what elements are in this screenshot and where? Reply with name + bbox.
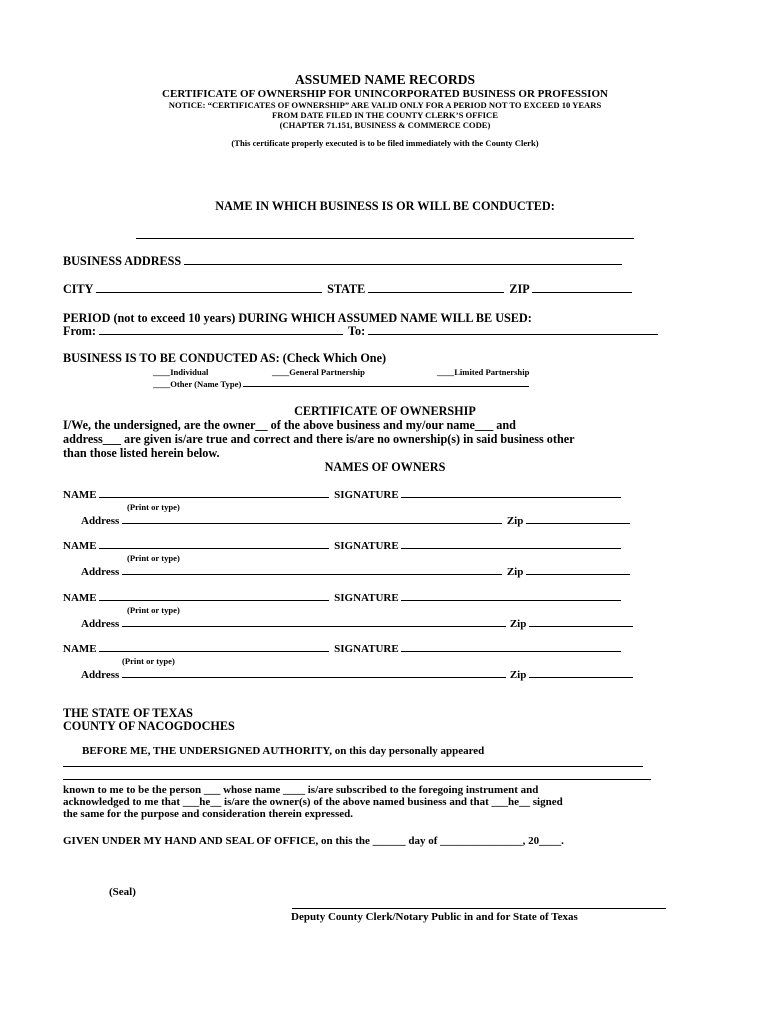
owner-address-label: Address bbox=[81, 618, 120, 630]
business-name-heading: NAME IN WHICH BUSINESS IS OR WILL BE CONDUCTED: bbox=[215, 199, 555, 213]
owners-heading: NAMES OF OWNERS bbox=[324, 460, 446, 474]
owner-signature-label: SIGNATURE bbox=[334, 643, 399, 655]
zip-field[interactable] bbox=[532, 282, 632, 293]
period-row bbox=[63, 324, 658, 339]
owner-1-name-row bbox=[63, 487, 621, 501]
to-label: To: bbox=[348, 324, 366, 338]
owner-3-print-note: (Print or type) bbox=[127, 605, 180, 615]
known-line-1: known to me to be the person ___ whose name ____ is/are subscribed to the foregoing instrument and bbox=[63, 784, 539, 796]
conducted-as-label: BUSINESS IS TO BE CONDUCTED AS: (Check Which One) bbox=[63, 351, 387, 365]
business-address-row bbox=[63, 254, 622, 269]
option-other-row bbox=[153, 378, 529, 389]
owner-3-address-row bbox=[81, 616, 633, 630]
state-field[interactable] bbox=[368, 282, 504, 293]
from-field[interactable] bbox=[99, 324, 343, 335]
owner-1-print-note: (Print or type) bbox=[127, 502, 180, 512]
owner-2-name-row bbox=[63, 538, 621, 552]
certificate-heading: CERTIFICATE OF OWNERSHIP bbox=[294, 404, 476, 418]
option-other[interactable]: ____Other (Name Type) bbox=[153, 379, 242, 389]
owner-zip-label: Zip bbox=[509, 618, 527, 630]
owner-name-label: NAME bbox=[63, 643, 97, 655]
owner-2-address-row bbox=[81, 564, 630, 578]
filing-note: (This certificate properly executed is to be filed immediately with the County Clerk) bbox=[231, 138, 539, 148]
owner-1-address-row bbox=[81, 513, 630, 527]
owner-4-signature-field[interactable] bbox=[401, 641, 621, 652]
form-title: ASSUMED NAME RECORDS bbox=[294, 72, 475, 87]
owner-1-name-field[interactable] bbox=[99, 487, 329, 498]
owner-name-label: NAME bbox=[63, 489, 97, 501]
owner-signature-label: SIGNATURE bbox=[334, 540, 399, 552]
notice-line-1: NOTICE: “CERTIFICATES OF OWNERSHIP” ARE VALID ONLY FOR A PERIOD NOT TO EXCEED 10 YEARS bbox=[168, 100, 602, 110]
city-field[interactable] bbox=[96, 282, 322, 293]
appeared-name-line-1[interactable] bbox=[63, 766, 643, 767]
city-state-zip-row bbox=[63, 282, 632, 297]
owner-zip-label: Zip bbox=[509, 669, 527, 681]
business-address-label: BUSINESS ADDRESS bbox=[63, 254, 182, 268]
from-label: From: bbox=[63, 324, 96, 338]
owner-name-label: NAME bbox=[63, 540, 97, 552]
owner-4-address-row bbox=[81, 667, 633, 681]
owner-address-label: Address bbox=[81, 566, 120, 578]
known-paragraph bbox=[63, 784, 707, 820]
notice-line-2: FROM DATE FILED IN THE COUNTY CLERK’S OFFICE bbox=[272, 110, 498, 120]
certificate-line-2: address___ are given is/are true and correct and there is/are no ownership(s) in said business other bbox=[63, 432, 575, 446]
certificate-line-1: I/We, the undersigned, are the owner__ of the above business and my/our name___ and bbox=[63, 418, 516, 432]
owner-3-signature-field[interactable] bbox=[401, 590, 621, 601]
clerk-title: Deputy County Clerk/Notary Public in and for State of Texas bbox=[291, 911, 578, 923]
owner-4-name-row bbox=[63, 641, 621, 655]
before-me-text: BEFORE ME, THE UNDERSIGNED AUTHORITY, on this day personally appeared bbox=[82, 745, 485, 757]
form-subtitle: CERTIFICATE OF OWNERSHIP FOR UNINCORPORATED BUSINESS OR PROFESSION bbox=[162, 88, 608, 100]
known-line-3: the same for the purpose and consideration therein expressed. bbox=[63, 808, 353, 820]
certificate-line-3: than those listed herein below. bbox=[63, 446, 220, 460]
owner-name-label: NAME bbox=[63, 592, 97, 604]
owner-3-zip-field[interactable] bbox=[529, 616, 633, 627]
city-label: CITY bbox=[63, 282, 94, 296]
appeared-name-line-2[interactable] bbox=[63, 779, 651, 780]
owner-2-address-field[interactable] bbox=[122, 564, 502, 575]
county-name: COUNTY OF NACOGDOCHES bbox=[63, 719, 235, 733]
owner-1-signature-field[interactable] bbox=[401, 487, 621, 498]
owner-4-zip-field[interactable] bbox=[529, 667, 633, 678]
zip-label: ZIP bbox=[509, 282, 530, 296]
clerk-signature-line[interactable] bbox=[292, 908, 666, 909]
owner-3-name-row bbox=[63, 590, 621, 604]
owner-address-label: Address bbox=[81, 515, 120, 527]
notice-line-3: (CHAPTER 71.151, BUSINESS & COMMERCE CODE) bbox=[279, 120, 491, 130]
known-line-2: acknowledged to me that ___he__ is/are the owner(s) of the above named business and that ___he__ signed bbox=[63, 796, 563, 808]
owner-4-print-note: (Print or type) bbox=[122, 656, 175, 666]
owner-1-address-field[interactable] bbox=[122, 513, 502, 524]
business-address-field[interactable] bbox=[184, 254, 622, 265]
owner-zip-label: Zip bbox=[506, 515, 524, 527]
option-general-partnership[interactable]: ____General Partnership bbox=[272, 367, 365, 377]
owner-3-name-field[interactable] bbox=[99, 590, 329, 601]
option-individual[interactable]: ____Individual bbox=[153, 367, 209, 377]
owner-2-zip-field[interactable] bbox=[526, 564, 630, 575]
owner-2-name-field[interactable] bbox=[99, 538, 329, 549]
option-limited-partnership[interactable]: ____Limited Partnership bbox=[437, 367, 530, 377]
owner-signature-label: SIGNATURE bbox=[334, 592, 399, 604]
to-field[interactable] bbox=[368, 324, 658, 335]
owner-2-signature-field[interactable] bbox=[401, 538, 621, 549]
other-type-field[interactable] bbox=[243, 378, 529, 387]
owner-2-print-note: (Print or type) bbox=[127, 553, 180, 563]
state-of-texas: THE STATE OF TEXAS bbox=[63, 706, 193, 720]
owner-signature-label: SIGNATURE bbox=[334, 489, 399, 501]
seal-label: (Seal) bbox=[109, 886, 136, 898]
owner-3-address-field[interactable] bbox=[122, 616, 506, 627]
owner-address-label: Address bbox=[81, 669, 120, 681]
owner-1-zip-field[interactable] bbox=[526, 513, 630, 524]
business-name-field[interactable] bbox=[136, 238, 634, 239]
given-under-hand: GIVEN UNDER MY HAND AND SEAL OF OFFICE, on this the ______ day of _______________, 20____. bbox=[63, 835, 564, 847]
state-label: STATE bbox=[327, 282, 366, 296]
owner-zip-label: Zip bbox=[506, 566, 524, 578]
owner-4-address-field[interactable] bbox=[122, 667, 506, 678]
period-label: PERIOD (not to exceed 10 years) DURING WHICH ASSUMED NAME WILL BE USED: bbox=[63, 311, 532, 325]
owner-4-name-field[interactable] bbox=[99, 641, 329, 652]
